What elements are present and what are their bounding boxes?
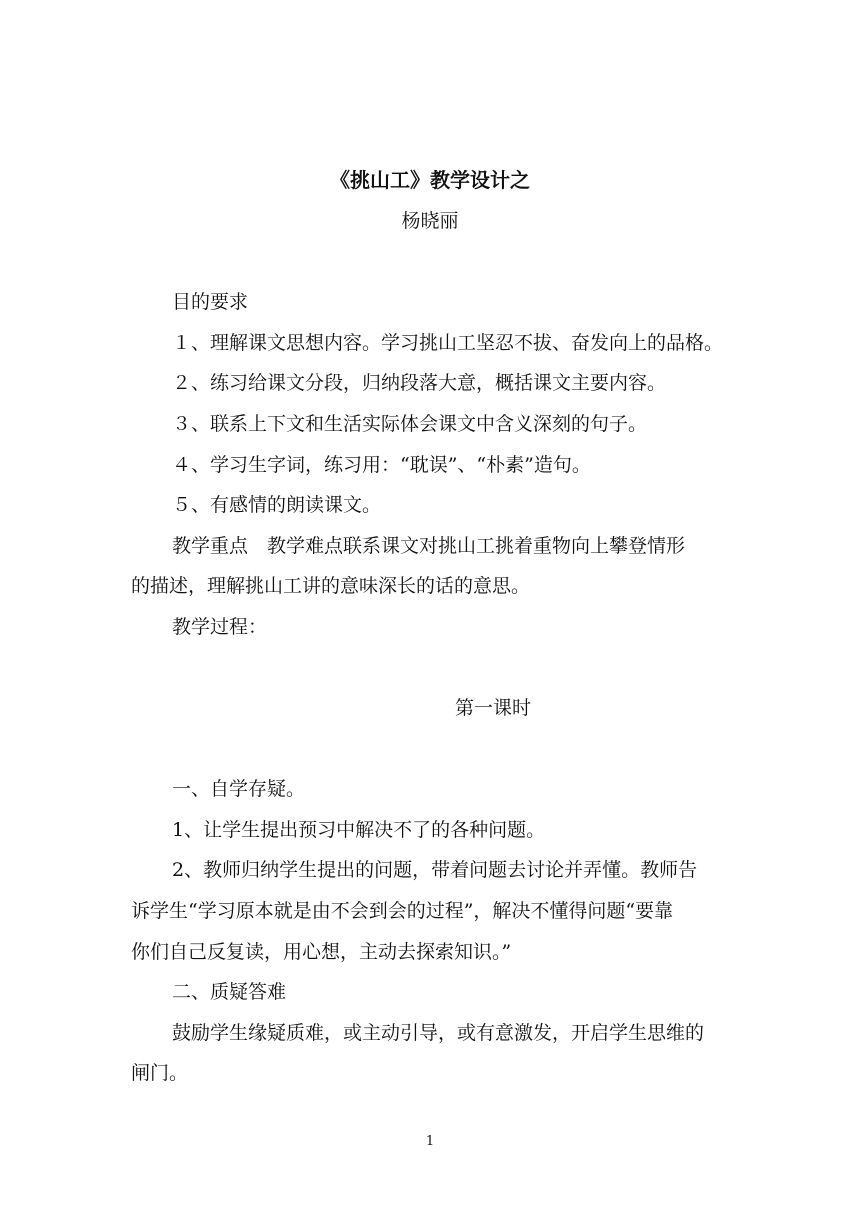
key-points-line: 教学重点 教学难点联系课文对挑山工挑着重物向上攀登情形 bbox=[172, 535, 686, 557]
paragraph-line: 闸门。 bbox=[131, 1062, 189, 1084]
key-points-line: 的描述，理解挑山工讲的意味深长的话的意思。 bbox=[131, 575, 531, 597]
paragraph-line: 鼓励学生缘疑质难，或主动引导，或有意激发，开启学生思维的 bbox=[172, 1022, 705, 1044]
goal-item: ２、练习给课文分段，归纳段落大意，概括课文主要内容。 bbox=[172, 372, 667, 394]
section-item: 1、让学生提出预习中解决不了的各种问题。 bbox=[172, 819, 546, 841]
section-heading: 一、自学存疑。 bbox=[172, 778, 306, 800]
goals-heading: 目的要求 bbox=[172, 291, 249, 313]
page-number: 1 bbox=[425, 1134, 435, 1149]
section-heading: 二、质疑答难 bbox=[172, 981, 287, 1003]
goal-item: ３、联系上下文和生活实际体会课文中含义深刻的句子。 bbox=[172, 413, 648, 435]
document-title: 《挑山工》教学设计之 bbox=[330, 168, 530, 192]
goal-item: １、理解课文思想内容。学习挑山工坚忍不拔、奋发向上的品格。 bbox=[172, 332, 724, 354]
process-heading: 教学过程： bbox=[172, 616, 268, 638]
goal-item: ４、学习生字词，练习用：“耽误”、“朴素”造句。 bbox=[172, 454, 591, 476]
paragraph-line: 你们自己反复读，用心想，主动去探索知识。” bbox=[131, 941, 512, 963]
goal-item: ５、有感情的朗读课文。 bbox=[172, 494, 382, 516]
lesson-title: 第一课时 bbox=[455, 697, 532, 719]
paragraph-line: 2、教师归纳学生提出的问题，带着问题去讨论并弄懂。教师告 bbox=[172, 859, 698, 881]
paragraph-line: 诉学生“学习原本就是由不会到会的过程”，解决不懂得问题“要靠 bbox=[131, 900, 674, 922]
author-name: 杨晓丽 bbox=[401, 210, 459, 232]
